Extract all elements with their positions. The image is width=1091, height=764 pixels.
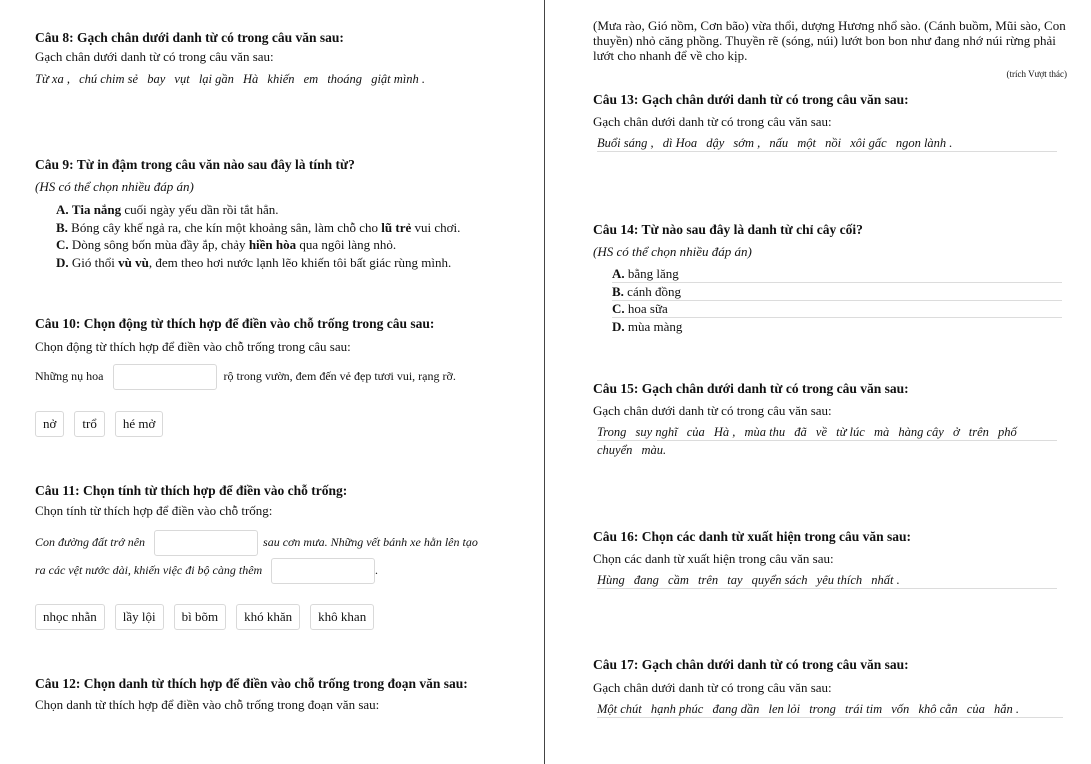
q9-option-c[interactable]: C. Dòng sông bốn mùa đầy ắp, chảy hiền hòa qua ngôi làng nhỏ. bbox=[56, 237, 397, 252]
q17-sentence bbox=[597, 702, 1063, 718]
q14-option-b[interactable]: B. cánh đồng bbox=[612, 284, 1062, 301]
q17-title: Câu 17: Gạch chân dưới danh từ có trong câu văn sau: bbox=[593, 657, 909, 672]
q11-choices bbox=[35, 604, 380, 630]
q10-title: Câu 10: Chọn động từ thích hợp để điền vào chỗ trống trong câu sau: bbox=[35, 316, 435, 331]
word[interactable]: bay bbox=[147, 72, 166, 86]
q11-choice[interactable]: lầy lội bbox=[115, 604, 164, 630]
word[interactable]: khiến bbox=[267, 72, 295, 86]
right-column bbox=[546, 0, 1091, 764]
word[interactable]: của bbox=[966, 702, 985, 716]
word[interactable]: ở bbox=[952, 425, 960, 439]
q12-source: (trích Vượt thác) bbox=[1006, 69, 1067, 79]
q12-instruction: Chọn danh từ thích hợp để điền vào chỗ trống trong đoạn văn sau: bbox=[35, 697, 380, 712]
q12-title: Câu 12: Chọn danh từ thích hợp để điền vào chỗ trống trong đoạn văn sau: bbox=[35, 676, 468, 691]
q16-sentence bbox=[597, 573, 1057, 589]
word[interactable]: ngon lành . bbox=[895, 136, 953, 150]
word[interactable]: trong bbox=[809, 702, 836, 716]
q11-line1 bbox=[35, 530, 478, 556]
q10-choice[interactable]: nở bbox=[35, 411, 64, 437]
word[interactable]: nhất . bbox=[871, 573, 900, 587]
word[interactable]: đã bbox=[794, 425, 807, 439]
q11-blank-1[interactable] bbox=[154, 530, 258, 556]
q14-option-c[interactable]: C. hoa sữa bbox=[612, 301, 1062, 318]
q8-sentence bbox=[35, 72, 431, 87]
word[interactable]: vụt bbox=[174, 72, 190, 86]
q9-note: (HS có thể chọn nhiều đáp án) bbox=[35, 179, 194, 194]
word[interactable]: Hà bbox=[243, 72, 259, 86]
word[interactable]: suy nghĩ bbox=[635, 425, 678, 439]
word[interactable]: mùa thu bbox=[744, 425, 786, 439]
q11-choice[interactable]: nhọc nhằn bbox=[35, 604, 105, 630]
word[interactable]: sớm , bbox=[733, 136, 761, 150]
q10-choice[interactable]: trổ bbox=[74, 411, 104, 437]
word[interactable]: khô cằn bbox=[918, 702, 958, 716]
q15-sentence-line2 bbox=[597, 443, 672, 458]
word[interactable]: quyển sách bbox=[751, 573, 808, 587]
q15-instruction: Gạch chân dưới danh từ có trong câu văn sau: bbox=[593, 403, 832, 418]
q14-option-d[interactable]: D. mùa màng bbox=[612, 319, 683, 334]
q13-sentence bbox=[597, 136, 1057, 152]
word[interactable]: Từ xa , bbox=[35, 72, 70, 86]
word[interactable]: Một chút bbox=[597, 702, 642, 716]
q9-option-a[interactable]: A. Tia nắng cuối ngày yếu dần rồi tắt hẳn. bbox=[56, 202, 279, 217]
word[interactable]: Buổi sáng , bbox=[597, 136, 654, 150]
q10-before: Những nụ hoa bbox=[35, 368, 104, 383]
q12-passage: (Mưa rào, Gió nồm, Cơn bão) vừa thổi, dượng Hương nhổ sào. (Cánh buồm, Mũi sào, Con thuyền) nhỏ căng phồng. Thuyền rẽ (sóng, núi) lướt bon bon như đang nhớ núi rừng phải lướt cho nhanh để về cho kịp. bbox=[593, 18, 1066, 63]
q14-title: Câu 14: Từ nào sau đây là danh từ chỉ cây cối? bbox=[593, 222, 863, 237]
q16-instruction: Chọn các danh từ xuất hiện trong câu văn sau: bbox=[593, 551, 834, 566]
word[interactable]: hắn . bbox=[993, 702, 1019, 716]
q9-title: Câu 9: Từ in đậm trong câu văn nào sau đây là tính từ? bbox=[35, 157, 355, 172]
q9-option-b[interactable]: B. Bóng cây khế ngả ra, che kín một khoảng sân, làm chỗ cho lũ trẻ vui chơi. bbox=[56, 220, 461, 235]
word[interactable]: yêu thích bbox=[816, 573, 863, 587]
word[interactable]: xôi gấc bbox=[850, 136, 887, 150]
word[interactable]: chuyển bbox=[597, 443, 633, 457]
q11-choice[interactable]: bì bõm bbox=[174, 604, 226, 630]
q11-line2-before: ra các vệt nước dài, khiến việc đi bộ càng thêm bbox=[35, 562, 263, 577]
word[interactable]: Hà , bbox=[713, 425, 736, 439]
word[interactable]: vốn bbox=[891, 702, 910, 716]
word[interactable]: trên bbox=[968, 425, 989, 439]
word[interactable]: Hùng bbox=[597, 573, 625, 587]
word[interactable]: dậy bbox=[706, 136, 725, 150]
q11-line2 bbox=[35, 558, 378, 584]
q11-blank-2[interactable] bbox=[271, 558, 375, 584]
q11-instruction: Chọn tính từ thích hợp để điền vào chỗ trống: bbox=[35, 503, 273, 518]
q10-choices bbox=[35, 411, 169, 437]
word[interactable]: giật mình . bbox=[371, 72, 426, 86]
q14-option-a[interactable]: A. bằng lăng bbox=[612, 266, 1062, 283]
word[interactable]: trái tim bbox=[844, 702, 883, 716]
q13-instruction: Gạch chân dưới danh từ có trong câu văn sau: bbox=[593, 114, 832, 129]
word[interactable]: đang bbox=[633, 573, 659, 587]
q9-option-d[interactable]: D. Gió thổi vù vù, đem theo hơi nước lạnh lẽo khiến tôi bất giác rùng mình. bbox=[56, 255, 452, 270]
word[interactable]: màu. bbox=[641, 443, 667, 457]
q11-line2-after: . bbox=[375, 562, 379, 577]
left-column bbox=[0, 0, 544, 764]
word[interactable]: từ lúc bbox=[836, 425, 865, 439]
word[interactable]: hàng cây bbox=[898, 425, 944, 439]
q8-instruction: Gạch chân dưới danh từ có trong câu văn sau: bbox=[35, 49, 274, 64]
q10-choice[interactable]: hé mở bbox=[115, 411, 164, 437]
q10-after: rộ trong vườn, đem đến vẻ đẹp tươi vui, rạng rỡ. bbox=[223, 368, 456, 383]
q10-instruction: Chọn động từ thích hợp để điền vào chỗ trống trong câu sau: bbox=[35, 339, 351, 354]
q11-title: Câu 11: Chọn tính từ thích hợp để điền vào chỗ trống: bbox=[35, 483, 348, 498]
word[interactable]: hạnh phúc bbox=[650, 702, 704, 716]
q11-line1-before: Con đường đất trớ nên bbox=[35, 534, 146, 549]
word[interactable]: của bbox=[686, 425, 705, 439]
word[interactable]: em bbox=[303, 72, 319, 86]
q15-title: Câu 15: Gạch chân dưới danh từ có trong câu văn sau: bbox=[593, 381, 909, 396]
q15-sentence-line1 bbox=[597, 425, 1057, 441]
q17-instruction: Gạch chân dưới danh từ có trong câu văn sau: bbox=[593, 680, 832, 695]
word[interactable]: tay bbox=[727, 573, 743, 587]
q11-choice[interactable]: khô khan bbox=[310, 604, 374, 630]
word[interactable]: len lỏi bbox=[768, 702, 801, 716]
column-divider bbox=[544, 0, 545, 764]
word[interactable]: cầm bbox=[668, 573, 689, 587]
q10-blank[interactable] bbox=[113, 364, 217, 390]
word[interactable]: đang dần bbox=[712, 702, 760, 716]
q10-sentence bbox=[35, 364, 456, 390]
word[interactable]: nồi bbox=[825, 136, 842, 150]
q13-title: Câu 13: Gạch chân dưới danh từ có trong câu văn sau: bbox=[593, 92, 909, 107]
q11-line1-after: sau cơn mưa. Những vết bánh xe hằn lên tạo bbox=[263, 534, 478, 549]
word[interactable]: thoáng bbox=[327, 72, 363, 86]
word[interactable]: dì Hoa bbox=[662, 136, 698, 150]
q11-choice[interactable]: khó khăn bbox=[236, 604, 300, 630]
q8-title: Câu 8: Gạch chân dưới danh từ có trong câu văn sau: bbox=[35, 30, 344, 45]
word[interactable]: một bbox=[797, 136, 816, 150]
word[interactable]: lại gần bbox=[198, 72, 234, 86]
q14-note: (HS có thể chọn nhiều đáp án) bbox=[593, 244, 752, 259]
word[interactable]: phố bbox=[998, 425, 1017, 439]
q16-title: Câu 16: Chọn các danh từ xuất hiện trong câu văn sau: bbox=[593, 529, 912, 544]
word[interactable]: về bbox=[815, 425, 828, 439]
word[interactable]: trên bbox=[697, 573, 719, 587]
word[interactable]: Trong bbox=[597, 425, 627, 439]
word[interactable]: chú chim sẻ bbox=[79, 72, 139, 86]
word[interactable]: nấu bbox=[769, 136, 789, 150]
word[interactable]: mà bbox=[873, 425, 890, 439]
